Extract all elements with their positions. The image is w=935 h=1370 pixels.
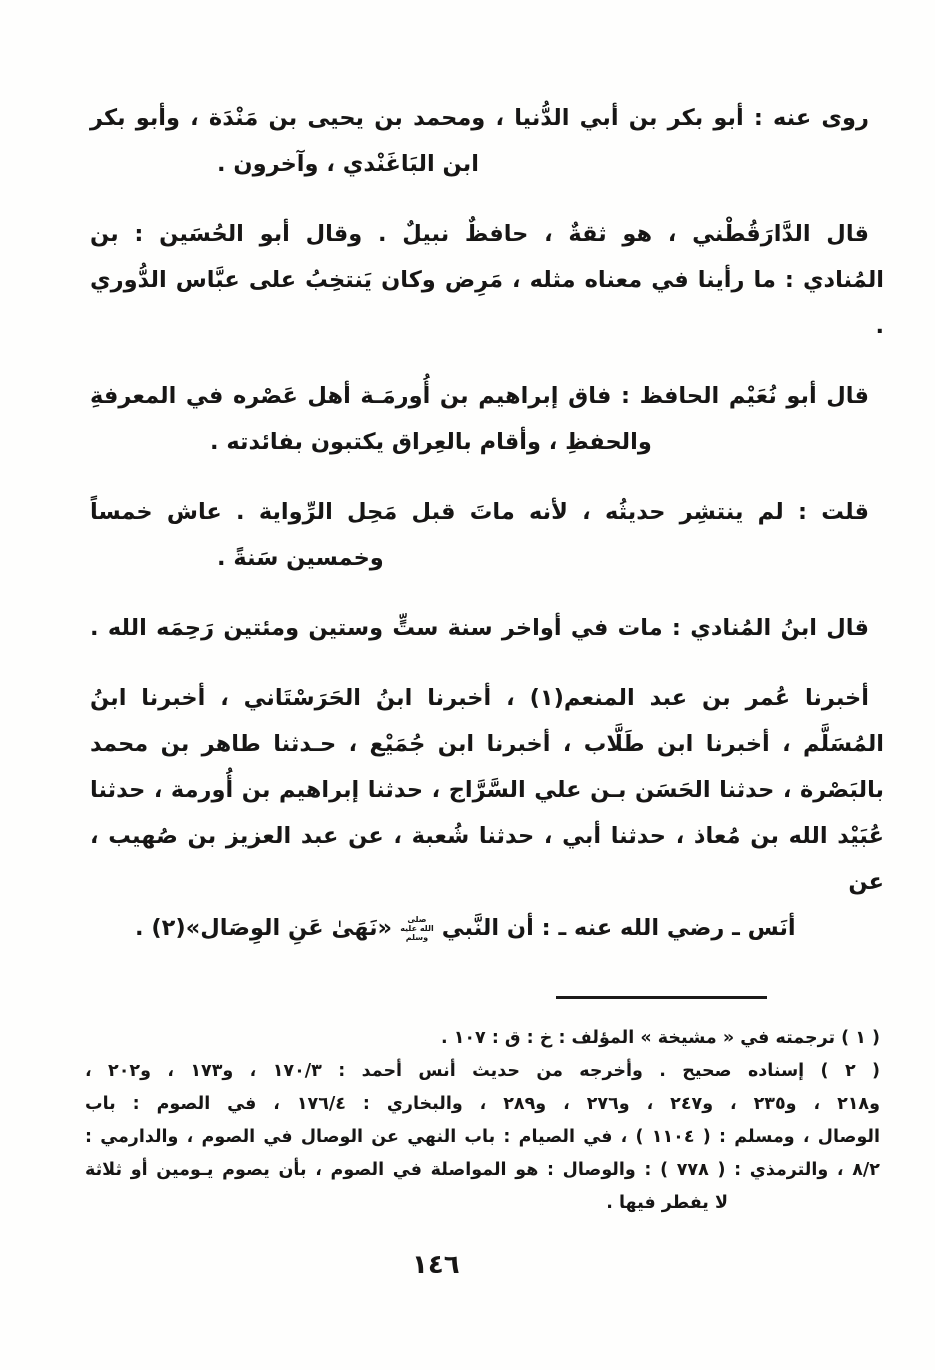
text-line: قال أبو نُعَيْم الحافظ : فاق إبراهيم بن أُورمَـة أهل عَصْره في المعرفةِ [90,383,869,409]
paragraph-ibn-munadi-quote [90,605,884,651]
footnote-1 [85,1022,880,1055]
text-line: المُنادي : ما رأينا في معناه مثله ، مَرِض وكان يَنتخِبُ على عبَّاس الدُّوري . [90,267,884,339]
text-line: قال ابنُ المُنادي : مات في أواخر سنة ستٍّ وستين ومئتين رَحِمَه الله . [90,615,869,641]
paragraph-narrators [90,95,884,187]
pbuh-symbol: صلى الله عليه وسلم [400,915,434,942]
text-line: روى عنه : أبو بكر بن أبي الدُّنيا ، ومحمد بن يحيى بن مَنْدَة ، وأبو بكر [90,105,869,131]
page-number: ١٤٦ [412,1250,460,1280]
hadith-text-after: «نَهَىٰ عَنِ الوِصَال»(٢) . [135,915,400,941]
footnote-line: لا يفطر فيها . [606,1193,728,1213]
text-line: وخمسين سَنةً . [217,545,384,571]
footnote-2 [85,1055,880,1220]
text-line: عُبَيْد الله بن مُعاذ ، حدثنا أبي ، حدثنا شُعبة ، عن عبد العزيز بن صُهيب ، عن [90,823,884,895]
hadith-text-before: أنَس ـ رضي الله عنه ـ : أن النَّبي [433,915,796,941]
footnote-line: ( ٢ ) إسناده صحيح . وأخرجه من حديث أنس أحمد : ١٧٠/٣ ، و١٧٣ ، و٢٠٢ ، [85,1061,881,1081]
text-line: والحفظِ ، وأقام بالعِراق يكتبون بفائدته . [210,429,652,455]
footnote-line: و٢١٨ ، و٢٣٥ ، و٢٤٧ ، و٢٧٦ ، و٢٨٩ ، والبخاري : ١٧٦/٤ ، في الصوم : باب [85,1094,880,1114]
paragraph-abu-nuaym-quote [90,373,884,465]
footnote-line: ( ١ ) ترجمته في « مشيخة » المؤلف : خ : ق : ١٠٧ . [440,1028,880,1048]
hadith-line [90,905,884,951]
paragraph-author-comment [90,489,884,581]
footnote-separator [556,996,767,999]
text-line: قال الدَّارَقُطْني ، هو ثقةٌ ، حافظٌ نبيلٌ . وقال أبو الحُسَين : بن [90,221,869,247]
text-line: أخبرنا عُمر بن عبد المنعم(١) ، أخبرنا ابنُ الحَرَسْتَاني ، أخبرنا ابنُ [90,685,869,711]
footnote-line: الوصال ، ومسلم : ( ١١٠٤ ) ، في الصيام : باب النهي عن الوصال في الصوم ، والدارمي : [85,1127,880,1147]
paragraph-isnad-hadith [90,675,884,951]
text-line: قلت : لم ينتشِر حديثُه ، لأنه ماتَ قبل مَحِل الرِّواية . عاش خمساً [90,499,869,525]
text-line: بالبَصْرة ، حدثنا الحَسَن بـن علي السَّرَّاج ، حدثنا إبراهيم بن أُورمة ، حدثنا [90,777,884,803]
text-line: ابن البَاغَنْدي ، وآخرون . [217,151,479,177]
text-line: المُسَلَّم ، أخبرنا ابن طَلَّاب ، أخبرنا ابن جُمَيْع ، حـدثنا طاهر بن محمد [90,731,884,757]
paragraph-daraqutni-quote [90,211,884,349]
main-text-block [90,95,884,975]
footnote-line: ٨/٢ ، والترمذي : ( ٧٧٨ ) : والوصال : هو المواصلة في الصوم ، بأن يصوم يـومين أو ثلاثة [85,1160,880,1180]
footnotes-block [85,1022,880,1220]
